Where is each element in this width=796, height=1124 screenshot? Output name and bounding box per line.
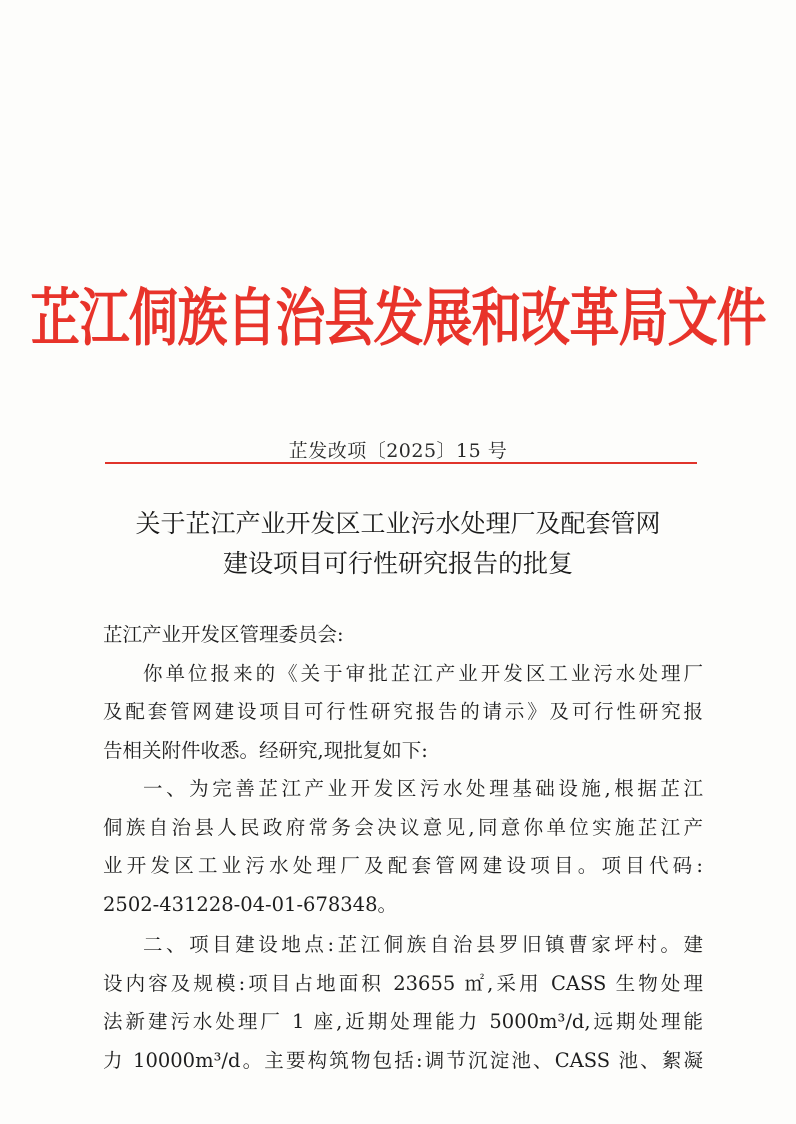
paragraph-3-line-1: 二、项目建设地点:芷江侗族自治县罗旧镇曹家坪村。建 xyxy=(143,933,703,956)
red-divider xyxy=(105,462,697,464)
issuer-title: 芷江侗族自治县发展和改革局文件 xyxy=(30,280,766,355)
document-body xyxy=(103,616,703,1080)
paragraph-2-line-1: 一、为完善芷江产业开发区污水处理基础设施,根据芷江 xyxy=(143,777,703,800)
paragraph-1-line-2: 及配套管网建设项目可行性研究报告的请示》及可行性研究报 xyxy=(103,700,703,723)
paragraph-1-line-1: 你单位报来的《关于审批芷江产业开发区工业污水处理厂 xyxy=(143,661,703,685)
paragraph-2-line-2: 侗族自治县人民政府常务会决议意见,同意你单位实施芷江产 xyxy=(103,815,703,839)
paragraph-1-line-3: 告相关附件收悉。经研究,现批复如下: xyxy=(103,738,428,762)
paragraph-3-line-3: 法新建污水处理厂 1 座,近期处理能力 5000m³/d,远期处理能 xyxy=(103,1010,703,1033)
document-subject xyxy=(60,504,736,584)
paragraph-2-line-3: 业开发区工业污水处理厂及配套管网建设项目。项目代码: xyxy=(103,854,703,877)
paragraph-2-line-4: 2502-431228-04-01-678348。 xyxy=(103,892,397,916)
salutation: 芷江产业开发区管理委员会: xyxy=(103,623,344,646)
document-number: 芷发改项〔2025〕15 号 xyxy=(288,440,508,462)
paragraph-3-line-2: 设内容及规模:项目占地面积 23655 ㎡,采用 CASS 生物处理 xyxy=(103,971,703,995)
paragraph-3-line-4: 力 10000m³/d。主要构筑物包括:调节沉淀池、CASS 池、絮凝 xyxy=(103,1048,703,1072)
subject-line-1: 关于芷江产业开发区工业污水处理厂及配套管网 xyxy=(135,509,661,538)
subject-line-2: 建设项目可行性研究报告的批复 xyxy=(222,549,573,578)
